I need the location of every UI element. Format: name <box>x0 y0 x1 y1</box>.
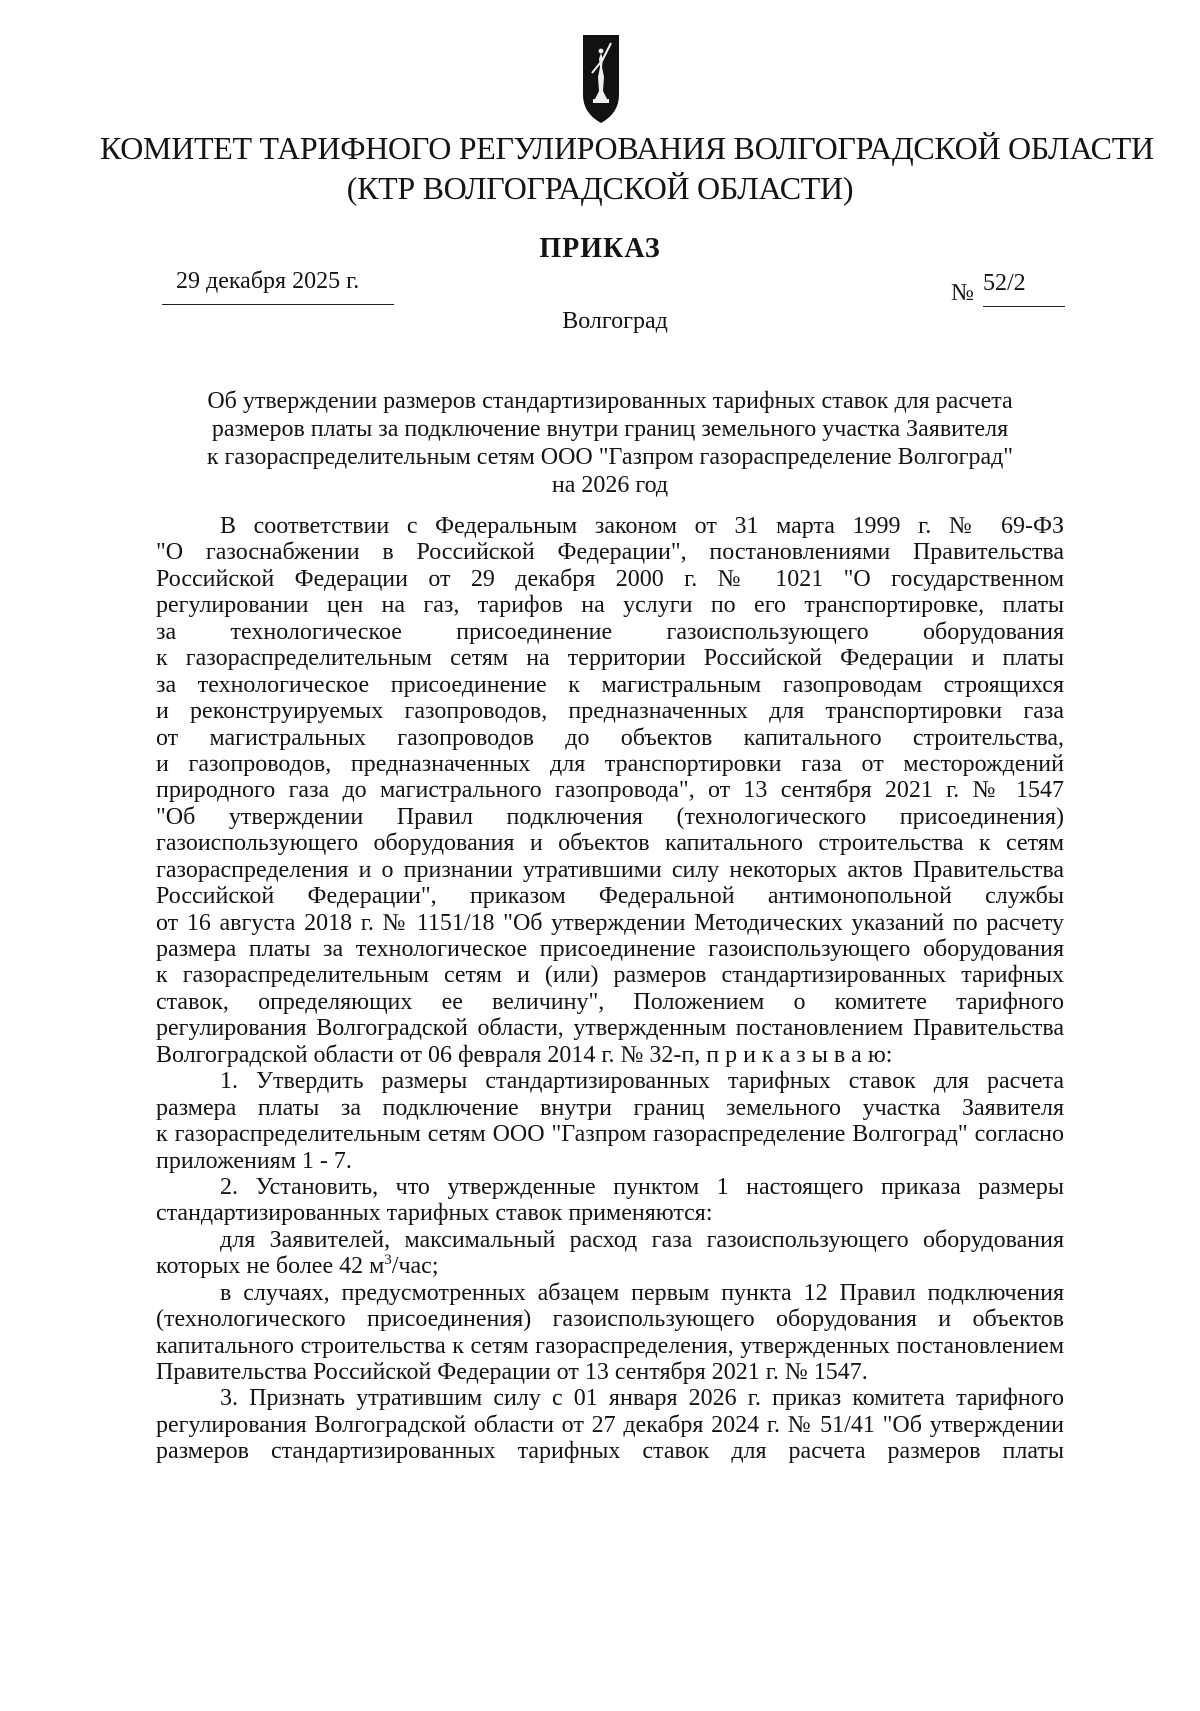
body-line: "О газоснабжении в Российской Федерации", постановлениями Правительства <box>156 539 1064 566</box>
body-line: Правительства Российской Федерации от 13 сентября 2021 г. № 1547. <box>156 1359 868 1385</box>
body-line: от магистральных газопроводов до объектов капитального строительства, <box>156 724 1064 751</box>
body-line: 1. Утвердить размеры стандартизированных тарифных ставок для расчета <box>220 1068 1064 1095</box>
number-sign: № <box>951 280 974 306</box>
unit-superscript: 3 <box>384 1252 392 1269</box>
body-line: от 16 августа 2018 г. № 1151/18 "Об утверждении Методических указаний по расчету <box>156 909 1064 936</box>
document-number: 52/2 <box>983 270 1026 296</box>
body-line: Волгоградской области от 06 февраля 2014 г. № 32-п, п р и к а з ы в а ю: <box>156 1041 893 1068</box>
body-line: размеров стандартизированных тарифных ставок для расчета размеров платы <box>156 1438 1064 1465</box>
organization-abbreviation: (КТР ВОЛГОГРАДСКОЙ ОБЛАСТИ) <box>346 170 854 206</box>
body-line: 3. Признать утратившим силу с 01 января 2026 г. приказ комитета тарифного <box>220 1385 1064 1412</box>
body-line: за технологическое присоединение к магистральным газопроводам строящихся <box>156 671 1064 698</box>
body-line: в случаях, предусмотренных абзацем первым пункта 12 Правил подключения <box>220 1279 1064 1306</box>
unit-suffix: /час; <box>391 1253 439 1280</box>
body-line: газораспределения и о признании утратившими силу некоторых актов Правительства <box>156 856 1064 883</box>
body-line: за технологическое присоединение газоиспользующего оборудования <box>156 618 1064 645</box>
date-underline <box>162 304 394 305</box>
title-line: на 2026 год <box>551 472 669 498</box>
body-line: 2. Установить, что утвержденные пунктом 1 настоящего приказа размеры <box>220 1173 1064 1200</box>
document-body <box>156 513 1064 1465</box>
volgograd-region-emblem-icon <box>581 33 621 125</box>
document-city: Волгоград <box>562 308 668 334</box>
body-line: В соответствии с Федеральным законом от 31 марта 1999 г. № 69-ФЗ <box>220 513 1064 539</box>
body-line: Российской Федерации от 29 декабря 2000 г. № 1021 "О государственном <box>156 565 1064 592</box>
title-line: Об утверждении размеров стандартизированных тарифных ставок для расчета <box>207 388 1013 414</box>
body-line: приложениям 1 - 7. <box>156 1147 352 1174</box>
body-line: "Об утверждении Правил подключения (технологического присоединения) <box>156 803 1064 830</box>
body-line: стандартизированных тарифных ставок применяются: <box>156 1200 713 1227</box>
body-line: для Заявителей, максимальный расход газа газоиспользующего оборудования <box>220 1226 1064 1253</box>
body-line: к газораспределительным сетям ООО "Газпром газораспределение Волгоград" согласно <box>156 1121 1064 1148</box>
body-line: газоиспользующего оборудования и объектов капитального строительства к сетям <box>156 830 1064 857</box>
body-line <box>156 1253 1064 1279</box>
body-line-text: которых не более 42 м <box>156 1253 385 1280</box>
body-line: капитального строительства к сетям газораспределения, утвержденных постановлением <box>156 1332 1064 1359</box>
number-underline <box>983 306 1065 307</box>
body-line: и газопроводов, предназначенных для транспортировки газа от месторождений <box>156 750 1064 777</box>
body-line: к газораспределительным сетям на территории Российской Федерации и платы <box>156 645 1064 672</box>
body-line: (технологического присоединения) газоиспользующего оборудования и объектов <box>156 1306 1064 1333</box>
body-line: Российской Федерации", приказом Федеральной антимонопольной службы <box>156 883 1064 910</box>
body-line: и реконструируемых газопроводов, предназначенных для транспортировки газа <box>156 698 1064 725</box>
body-line: природного газа до магистрального газопровода", от 13 сентября 2021 г. № 1547 <box>156 777 1064 804</box>
title-line: к газораспределительным сетям ООО "Газпром газораспределение Волгоград" <box>206 444 1014 470</box>
document-title <box>150 387 1070 499</box>
body-line: размера платы за подключение внутри границ земельного участка Заявителя <box>156 1094 1064 1121</box>
document-type: ПРИКАЗ <box>539 233 661 264</box>
body-line: регулировании цен на газ, тарифов на услуги по его транспортировке, платы <box>156 592 1064 619</box>
body-line: размера платы за технологическое присоединение газоиспользующего оборудования <box>156 936 1064 962</box>
body-line: регулирования Волгоградской области от 27 декабря 2024 г. № 51/41 "Об утверждении <box>156 1411 1064 1438</box>
body-line: к газораспределительным сетям и (или) размеров стандартизированных тарифных <box>156 962 1064 989</box>
organization-name: КОМИТЕТ ТАРИФНОГО РЕГУЛИРОВАНИЯ ВОЛГОГРАДСКОЙ ОБЛАСТИ <box>100 130 1154 166</box>
title-line: размеров платы за подключение внутри границ земельного участка Заявителя <box>211 416 1009 442</box>
body-line: ставок, определяющих ее величину", Положением о комитете тарифного <box>156 988 1064 1015</box>
body-line: регулирования Волгоградской области, утвержденным постановлением Правительства <box>156 1015 1064 1042</box>
document-date: 29 декабря 2025 г. <box>176 268 360 294</box>
